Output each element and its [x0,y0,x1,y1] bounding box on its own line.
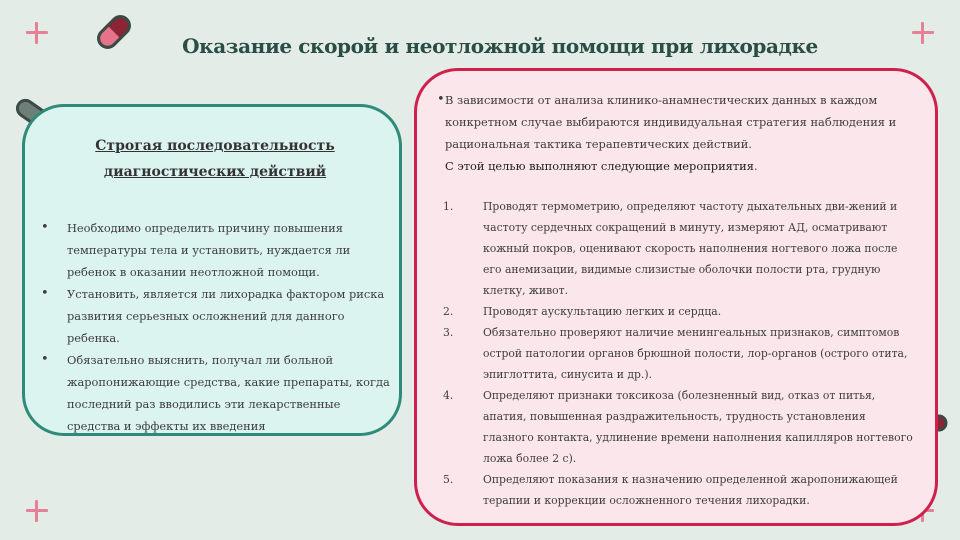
diagnostic-steps-panel [22,104,402,436]
treatment-measures-panel [414,68,938,526]
plus-icon [26,500,48,522]
bullet-text: Обязательно выяснить, получал ли больной жаропонижающие средства, какие препараты, когда последний раз вводились эти лекарственные средства и эффекты их введения [67,353,390,433]
list-item [39,217,395,283]
step-text: Проводят термометрию, определяют частоту дыхательных дви-жений и частоту сердечных сокращений в минуту, измеряют АД, осматривают кожный покров, оценивают скорость наполнения ногтевого ложа после его анемизации, видимые слизистые оболочки полости рта, грудную клетку, живот. [483,200,898,297]
list-item [443,196,917,301]
intro-emphasis: С этой целью выполняют следующие мероприятия [445,159,754,173]
bullet-icon: • [41,352,49,367]
step-number: 4. [443,389,454,402]
step-text: Определяют показания к назначению определенной жаропонижающей терапии и коррекции осложненного течения лихорадки. [483,473,898,507]
bullet-text: Необходимо определить причину повышения температуры тела и установить, нуждается ли ребенок в оказании неотложной помощи. [67,221,351,279]
list-item [39,349,395,437]
intro-end: . [753,159,758,173]
slide-title: Оказание скорой и неотложной помощи при лихорадке [182,34,818,58]
left-panel-heading: Строгая последовательность диагностических действий [95,138,335,180]
list-item [39,283,395,349]
step-number: 1. [443,200,454,213]
list-item [443,385,917,469]
diagnostic-bullet-list [39,217,395,437]
step-number: 5. [443,473,454,486]
measures-list [443,196,917,511]
list-item [443,322,917,385]
bullet-icon: • [41,220,49,235]
intro-paragraph [437,89,915,177]
intro-text: В зависимости от анализа клинико-анамнестических данных в каждом конкретном случае выбираются индивидуальная стратегия наблюдения и рациональная тактика терапевтических действий. [445,93,897,151]
plus-icon [912,22,934,44]
step-text: Обязательно проверяют наличие менингеальных признаков, симптомов острой патологии органов брюшной полости, лор-органов (острого отита, эпиглоттита, синусита и др.). [483,326,908,381]
list-item [443,301,917,322]
bullet-text: Установить, является ли лихорадка фактором риска развития серьезных осложнений для данного ребенка. [67,287,385,345]
step-text: Проводят аускультацию легких и сердца. [483,305,722,318]
step-number: 3. [443,326,454,339]
step-number: 2. [443,305,454,318]
list-item [443,469,917,511]
bullet-icon: • [437,92,445,107]
plus-icon [26,22,48,44]
pill-icon [90,8,138,56]
step-text: Определяют признаки токсикоза (болезненный вид, отказ от питья, апатия, повышенная раздражительность, трудность установления глазного контакта, удлинение времени наполнения капилляров ногтевого ложа более 2 с). [483,389,913,465]
bullet-icon: • [41,286,49,301]
